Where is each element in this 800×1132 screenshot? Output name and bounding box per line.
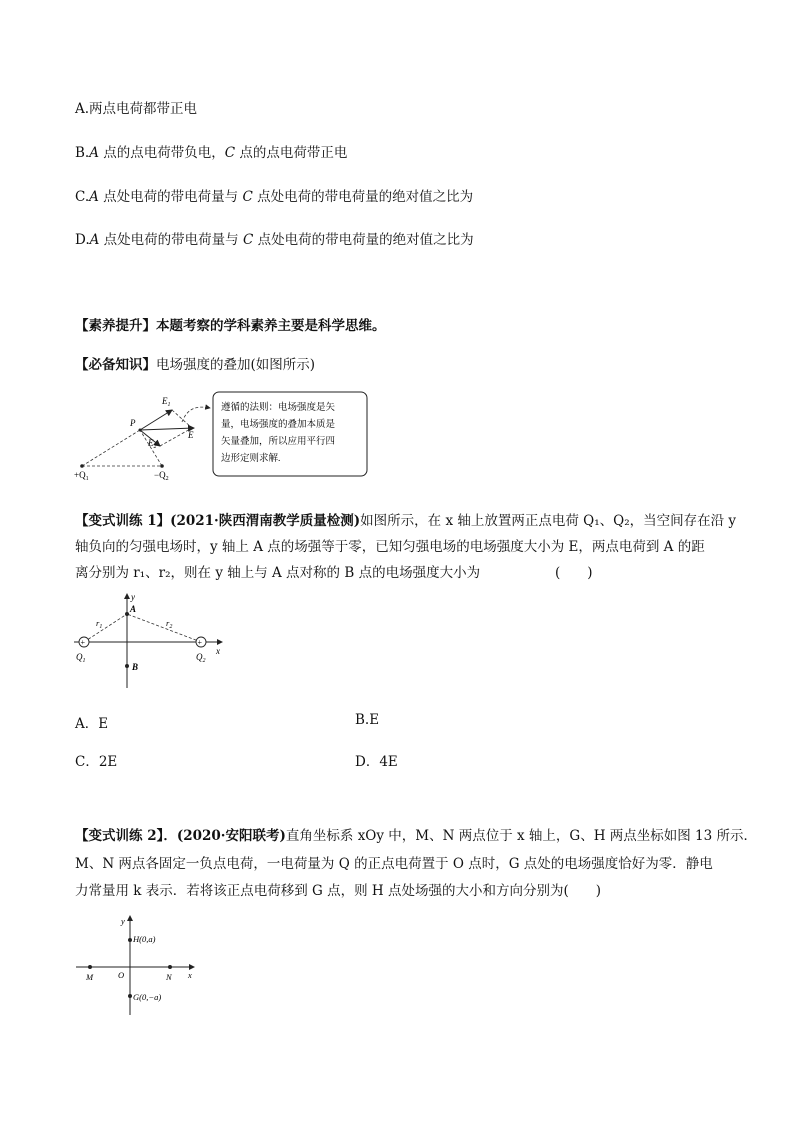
fig3-m-label: M [86, 972, 94, 982]
option-c-var2: C [242, 189, 253, 205]
option-c-post: 点处电荷的带电荷量的绝对值之比为 [252, 189, 474, 205]
bianshi1-line2: 轴负向的匀强电场时，y 轴上 A 点的场强等于零，已知匀强电场的电场强度大小为 E，两点电荷到 A 的距 [75, 539, 705, 555]
bianshi2-line1 [75, 824, 757, 844]
bianshi2-diagram [72, 912, 202, 1017]
svg-text:+: + [80, 638, 86, 647]
fig2-q2-sub: 2 [202, 658, 206, 664]
svg-text:−Q2 [154, 470, 169, 480]
vector-e [140, 428, 194, 430]
option-c-var1: A [89, 189, 99, 205]
fig3-h-label: H(0,a) [133, 934, 156, 944]
option-d [75, 228, 474, 248]
label-e1-sub: 1 [167, 402, 171, 408]
option-c-mid: 点处电荷的带电荷量与 [98, 189, 243, 205]
bianshi1-opt-d: D．4E [355, 754, 398, 770]
bianshi2-line3: 力常量用 k 表示．若将该正点电荷移到 G 点，则 H 点处场强的大小和方向分别为( ) [75, 883, 602, 899]
option-b-var1: A [89, 145, 99, 161]
bibei-text: 电场强度的叠加(如图所示) [156, 357, 316, 373]
fig2-r2: r [166, 618, 170, 628]
fig3-y-label: y [121, 916, 125, 926]
svg-text:Q2 [196, 652, 206, 664]
fig2-q1-sub: 1 [82, 658, 86, 664]
label-q1: +Q [74, 470, 86, 480]
superposition-diagram [70, 388, 370, 480]
fig2-x-label: x [216, 646, 220, 656]
svg-text:r1 [96, 618, 102, 630]
suyang-label: 【素养提升】 [75, 318, 156, 334]
vector-e1 [140, 410, 172, 430]
label-e2-sub: 2 [153, 444, 157, 450]
label-p: P [130, 418, 136, 428]
label-e: E [188, 430, 194, 440]
bianshi1-source: (2021·陕西渭南教学质量检测) [170, 513, 361, 529]
note-line-1: 遵循的法则：电场强度是矢 [221, 403, 336, 413]
svg-text:E2 [147, 438, 157, 450]
fig2-y-label: y [131, 592, 135, 602]
fig2-a-label: A [130, 604, 137, 614]
fig2-q1: Q [76, 652, 83, 662]
fig2-q2: Q [196, 652, 203, 662]
option-c [75, 185, 473, 205]
point-b [125, 664, 129, 668]
svg-text:Q1 [76, 652, 86, 664]
fig2-b-label: B [132, 662, 139, 672]
label-q2-sub: 2 [165, 476, 169, 480]
point-g [128, 994, 132, 998]
point-a [125, 612, 129, 616]
note-line-4: 边形定则求解. [221, 454, 281, 464]
label-q1-sub: 1 [85, 476, 89, 480]
bibei-label: 【必备知识】 [75, 357, 156, 373]
bianshi1-paren: ( ) [555, 565, 593, 581]
point-h [128, 938, 132, 942]
svg-text:+: + [197, 638, 203, 647]
option-b-post: 点的点电荷带正电 [235, 145, 348, 161]
bianshi1-label: 【变式训练 1】 [75, 513, 171, 529]
svg-text:r2 [166, 618, 172, 630]
bianshi1-line3: 离分别为 r₁、r₂，则在 y 轴上与 A 点对称的 B 点的电场强度大小为 [75, 565, 481, 581]
point-m [88, 965, 92, 969]
bianshi1-text1: 如图所示，在 x 轴上放置两正点电荷 Q₁、Q₂，当空间存在沿 y [360, 513, 737, 529]
option-d-var1: A [89, 232, 100, 248]
option-d-mid: 点处电荷的带电荷量与 [99, 232, 243, 248]
fig2-r1: r [96, 618, 100, 628]
fig2-r2-sub: 2 [169, 624, 173, 630]
bianshi1-diagram [70, 590, 230, 690]
fig3-g-label: G(0,−a) [133, 992, 162, 1002]
option-d-var2: C [242, 232, 254, 248]
bianshi2-text1: 直角坐标系 xOy 中，M、N 两点位于 x 轴上，G、H 两点坐标如图 13 所示． [285, 828, 758, 844]
option-b-prefix: B. [75, 145, 90, 161]
option-a: A.两点电荷都带正电 [75, 101, 198, 117]
option-c-prefix: C. [75, 189, 90, 205]
label-e2: E [148, 438, 154, 448]
fig3-n-label: N [166, 972, 172, 982]
fig2-r1-sub: 1 [99, 624, 103, 630]
bianshi1-line1 [75, 509, 736, 529]
option-b-mid: 点的点电荷带负电， [98, 145, 225, 161]
label-e1: E [162, 396, 168, 406]
bianshi2-source: ．(2020·安阳联考) [163, 828, 286, 844]
suyang-section [75, 314, 386, 334]
suyang-text: 本题考察的学科素养主要是科学思维。 [156, 318, 386, 334]
fig3-o-label: O [118, 970, 125, 980]
note-line-2: 量，电场强度的叠加本质是 [221, 420, 336, 430]
svg-text:+Q1 [74, 470, 89, 480]
bianshi2-label: 【变式训练 2】 [75, 828, 164, 844]
label-q2: −Q [154, 470, 166, 480]
note-line-3: 矢量叠加，所以应用平行四 [221, 437, 336, 447]
bibei-section [75, 353, 315, 373]
option-d-post: 点处电荷的带电荷量的绝对值之比为 [253, 232, 474, 248]
point-n [168, 965, 172, 969]
bianshi1-opt-a: A．E [75, 716, 109, 732]
option-b [75, 141, 347, 161]
option-b-var2: C [224, 145, 236, 161]
option-d-prefix: D. [75, 232, 90, 248]
bianshi1-opt-b: B.E [355, 712, 380, 728]
bianshi1-opt-c: C．2E [75, 754, 118, 770]
fig3-x-label: x [188, 970, 192, 980]
svg-text:E1 [161, 396, 171, 408]
bianshi2-line2: M、N 两点各固定一负点电荷，一电荷量为 Q 的正点电荷置于 O 点时，G 点处的电场强度恰好为零．静电 [75, 856, 713, 872]
